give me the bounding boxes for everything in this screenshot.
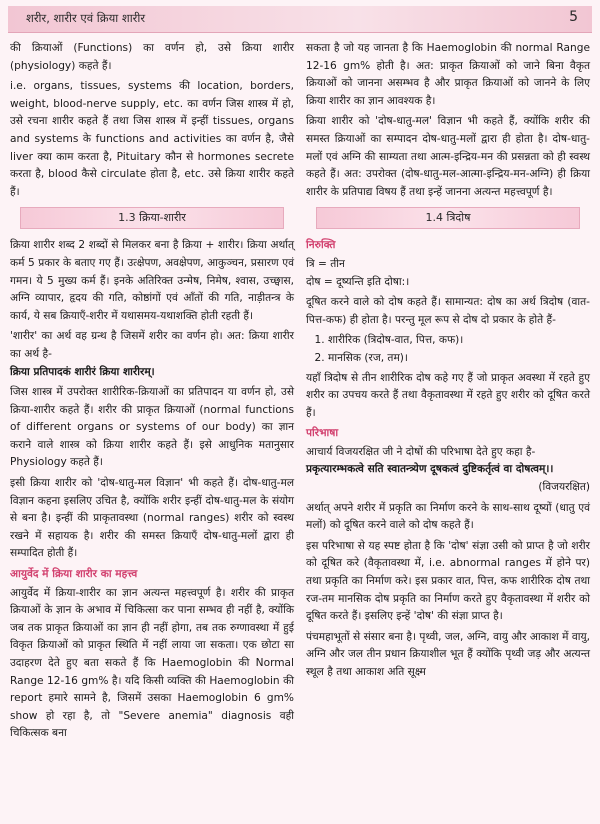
sanskrit-quote: क्रिया प्रतिपादकं शारीरं क्रिया शारीरम्। [10, 365, 155, 378]
section-heading-1-3: 1.3 क्रिया-शारीर [20, 207, 284, 229]
left-column [10, 40, 294, 746]
paragraph: यहाँ त्रिदोष से तीन शारीरिक दोष कहे गए हैं जो प्राकृत अवस्था में रहते हुए शरीर का उपचय करते हैं तथा वैकृतावस्था में रहते हुए शरीर को दूषित करते हैं। [306, 371, 590, 419]
dosha-type-list [306, 332, 590, 367]
paragraph: i.e. organs, tissues, systems की location, borders, weight, blood-nerve supply, etc. का वर्णन जिस शास्त्र में हो, उसे रचना शारीर कहते हैं तथा जिस शास्त्र में इन्हीं tissues, organs and systems के functions and activities का वर्णन है, जैसे liver क्या काम करता है, Pituitary कौन से hormones secrete करता है, blood कैसे circulate होता है, etc. उसे क्रिया शारीर कहते हैं। [10, 80, 294, 198]
list-item: 2. मानसिक (रज, तम)। [328, 350, 590, 368]
paragraph: जिस शास्त्र में उपरोक्त शारीरिक-क्रियाओं का प्रतिपादन या वर्णन हो, उसे क्रिया-शारीर कहते हैं। शरीर की प्राकृत क्रियाओं (normal functions of different organs or systems of our body) का ज्ञान कराने वाले शास्त्र को क्रिया शारीर कहते हैं। इसे आधुनिक मतानुसार Physiology कहते हैं। [10, 386, 294, 469]
paragraph: पंचमहाभूतों से संसार बना है। पृथ्वी, जल, अग्नि, वायु और आकाश में वायु, अग्नि और जल तीन प्रधान क्रियाशील भूत हैं क्योंकि पृथ्वी जड़ और अत्यन्त स्थूल है तथा आकाश अति सूक्ष्म [306, 630, 590, 678]
chapter-title: शरीर, शारीर एवं क्रिया शारीर [26, 11, 146, 25]
subheading-importance: आयुर्वेद में क्रिया शारीर का महत्त्व [10, 568, 138, 581]
definition-dosha: दोष = दूष्यन्ति इति दोषा:। [306, 275, 410, 288]
paragraph: दूषित करने वाले को दोष कहते हैं। सामान्यत: दोष का अर्थ त्रिदोष (वात-पित्त-कफ) ही होता है। परन्तु मूल रूप से दोष दो प्रकार के होते हैं- [306, 296, 590, 326]
subheading-nirukti: निरुक्ति [306, 239, 336, 252]
paragraph: आचार्य विजयरक्षित जी ने दोषों की परिभाषा देते हुए कहा है- [306, 445, 536, 458]
running-header [8, 6, 592, 33]
subheading-paribhasha: परिभाषा [306, 427, 339, 440]
sanskrit-quote: प्रकृत्यारम्भकत्वे सति स्वातन्त्र्येण दूषकत्वं दुष्टिकर्तृत्वं वा दोषत्वम्।। [306, 463, 554, 476]
paragraph: आयुर्वेद में क्रिया-शारीर का ज्ञान अत्यन्त महत्त्वपूर्ण है। शरीर की प्राकृत क्रियाओं के ज्ञान के अभाव में चिकित्सा कर पाना सम्भव ही नहीं है, क्योंकि जब तक प्राकृत क्रियाओं का ज्ञान ही नहीं होगा, तब तक रुग्णावस्था में हुई विकृत क्रियाओं को प्राकृत स्थिति में नहीं लाया जा सकता। एक छोटा सा उदाहरण देते हुए बता सकते हैं कि Haemoglobin की Normal Range 12-16 gm% है। यदि किसी व्यक्ति की Haemoglobin की report हमारे सामने है, जिसमें उसका Haemoglobin 6 gm% show हो रहा है, तो "Severe anemia" diagnosis वही चिकित्सक बना [10, 586, 294, 740]
right-column [306, 40, 590, 685]
paragraph: इसी क्रिया शारीर को 'दोष-धातु-मल विज्ञान' भी कहते हैं। दोष-धातु-मल विज्ञान कहना इसलिए उचित है, क्योंकि शरीर इन्हीं दोष-धातु-मल के संयोग से बना है। इन्हीं की प्राकृतावस्था (normal ranges) शरीर को स्वस्थ रखने में सहायक है। शरीर की समस्त क्रियाएँ दोष-धातु-मलों द्वारा ही सम्पादित होती हैं। [10, 477, 294, 560]
quote-attribution: (विजयरक्षित) [538, 481, 590, 494]
paragraph: अर्थात् अपने शरीर में प्रकृति का निर्माण करने के साथ-साथ दूष्यों (धातु एवं मलों) को दूषित करने वाले को दोष कहते हैं। [306, 501, 590, 532]
paragraph: क्रिया शारीर को 'दोष-धातु-मल' विज्ञान भी कहते हैं, क्योंकि शरीर की समस्त क्रियाओं का सम्पादन दोष-धातु-मलों द्वारा ही होता है। दोष-धातु-मलों एवं अग्नि की साम्यता तथा आत्म-इन्द्रिय-मन की प्रसन्नता को ही स्वस्थ कहते हैं। अत: उपरोक्त (दोष-धातु-मल-आत्मा-इन्द्रिय-मन-अग्नि) ही क्रिया शारीर के प्रतिपाद्य विषय हैं तथा इन्हें जानना अत्यन्त महत्त्वपूर्ण है। [306, 115, 590, 198]
paragraph: इस परिभाषा से यह स्पष्ट होता है कि 'दोष' संज्ञा उसी को प्राप्त है जो शरीर को दूषित करे (वैकृतावस्था में, i.e. abnormal ranges में होने पर) तथा प्रकृति का निर्माण करे। इस प्रकार वात, पित्त, कफ शारीरिक दोष तथा रज-तम मानसिक दोष प्रकृति का निर्माण करते हुए वैकृतावस्था में शरीर को दूषित करते हैं। इसलिए इन्हें 'दोष' की संज्ञा प्राप्त है। [306, 539, 590, 623]
definition-tri: त्रि = तीन [306, 257, 345, 270]
paragraph: सकता है जो यह जानता है कि Haemoglobin की normal Range 12-16 gm% होती है। अत: प्राकृत क्रियाओं को जाने बिना वैकृत क्रियाओं को जानना असम्भव है और प्राकृत क्रियाओं को जानने के लिए क्रिया शारीर का ज्ञान आवश्यक है। [306, 42, 590, 107]
section-heading-1-4: 1.4 त्रिदोष [316, 207, 580, 229]
paragraph: क्रिया शारीर शब्द 2 शब्दों से मिलकर बना है क्रिया + शारीर। क्रिया अर्थात् कर्म 5 प्रकार के बताए गए हैं। उत्क्षेपण, अवक्षेपण, आकुञ्चन, प्रसारण एवं गमन। ये 5 मुख्य कर्म हैं। इनके अतिरिक्त उन्मेष, निमेष, श्वास, उच्छ्वास, अग्नि व्यापार, हृदय की गति, कोष्ठांगों एवं आँतों की गति, नाड़ीतन्त्र के कार्य, ये सब क्रियाएँ-शरीर में यथासमय-यथाशक्ति होती रहती हैं। [10, 239, 294, 322]
page-number: 5 [569, 9, 578, 25]
list-item: 1. शारीरिक (त्रिदोष-वात, पित्त, कफ)। [328, 332, 590, 350]
paragraph: 'शारीर' का अर्थ वह ग्रन्थ है जिसमें शरीर का वर्णन हो। अत: क्रिया शारीर का अर्थ है- [10, 330, 294, 360]
paragraph: की क्रियाओं (Functions) का वर्णन हो, उसे क्रिया शारीर (physiology) कहते हैं। [10, 42, 294, 72]
